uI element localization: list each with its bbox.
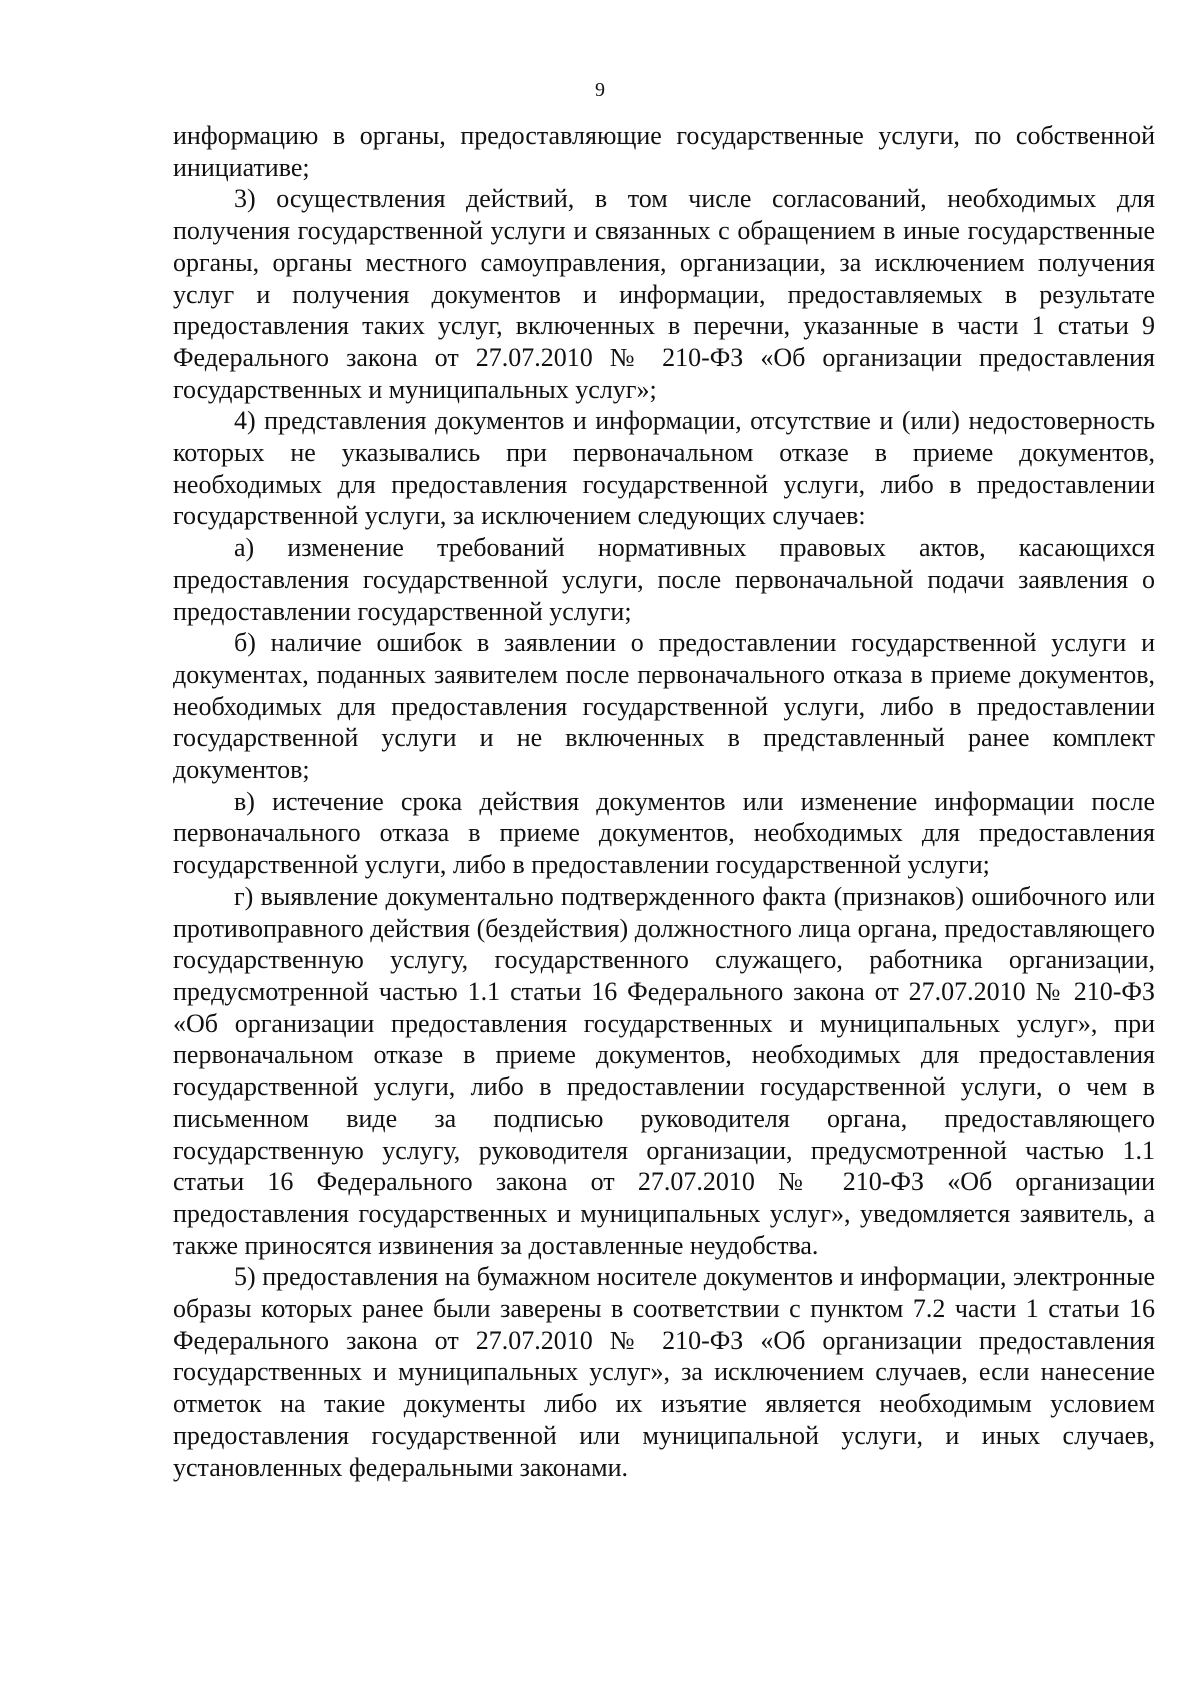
paragraph-item-3: 3) осуществления действий, в том числе согласований, необходимых для получения государственной услуги и связанных с обращением в иные государственные органы, органы местного самоуправления, организации, за исключением получения услуг и получения документов и информации, предоставляемых в результате предоставления таких услуг, включенных в перечни, указанные в части 1 статьи 9 Федерального закона от 27.07.2010 № 210-ФЗ «Об организации предоставления государственных и муниципальных услуг»; (173, 184, 1155, 404)
paragraph-subitem-g: г) выявление документально подтвержденного факта (признаков) ошибочного или противоправного действия (бездействия) должностного лица органа, предоставляющего государственную услугу, государственного служащего, работника организации, предусмотренной частью 1.1 статьи 16 Федерального закона от 27.07.2010 № 210-ФЗ «Об организации предоставления государственных и муниципальных услуг», при первоначальном отказе в приеме документов, необходимых для предоставления государственной услуги, либо в предоставлении государственной услуги, о чем в письменном виде за подписью руководителя органа, предоставляющего государственную услугу, руководителя организации, предусмотренной частью 1.1 статьи 16 Федерального закона от 27.07.2010 № 210-ФЗ «Об организации предоставления государственных и муниципальных услуг», уведомляется заявитель, а также приносятся извинения за доставленные неудобства. (173, 881, 1155, 1260)
paragraph-continuation: информацию в органы, предоставляющие государственные услуги, по собственной инициативе; (173, 121, 1155, 182)
paragraph-item-5: 5) предоставления на бумажном носителе документов и информации, электронные образы которых ранее были заверены в соответствии с пунктом 7.2 части 1 статьи 16 Федерального закона от 27.07.2010 № 210-ФЗ «Об организации предоставления государственных и муниципальных услуг», за исключением случаев, если нанесение отметок на такие документы либо их изъятие является необходимым условием предоставления государственной или муниципальной услуги, и иных случаев, установленных федеральными законами. (173, 1262, 1155, 1482)
paragraph-item-4: 4) представления документов и информации, отсутствие и (или) недостоверность которых не указывались при первоначальном отказе в приеме документов, необходимых для предоставления государственной услуги, либо в предоставлении государственной услуги, за исключением следующих случаев: (173, 406, 1155, 531)
paragraph-subitem-b: б) наличие ошибок в заявлении о предоставлении государственной услуги и документах, поданных заявителем после первоначального отказа в приеме документов, необходимых для предоставления государственной услуги, либо в предоставлении государственной услуги и не включенных в представленный ранее комплект документов; (173, 628, 1155, 785)
page-number: 9 (595, 79, 605, 101)
document-body (173, 120, 1155, 1483)
paragraph-subitem-a: а) изменение требований нормативных правовых актов, касающихся предоставления государственной услуги, после первоначальной подачи заявления о предоставлении государственной услуги; (173, 533, 1155, 626)
paragraph-subitem-v: в) истечение срока действия документов или изменение информации после первоначального отказа в приеме документов, необходимых для предоставления государственной услуги, либо в предоставлении государственной услуги; (173, 786, 1155, 880)
